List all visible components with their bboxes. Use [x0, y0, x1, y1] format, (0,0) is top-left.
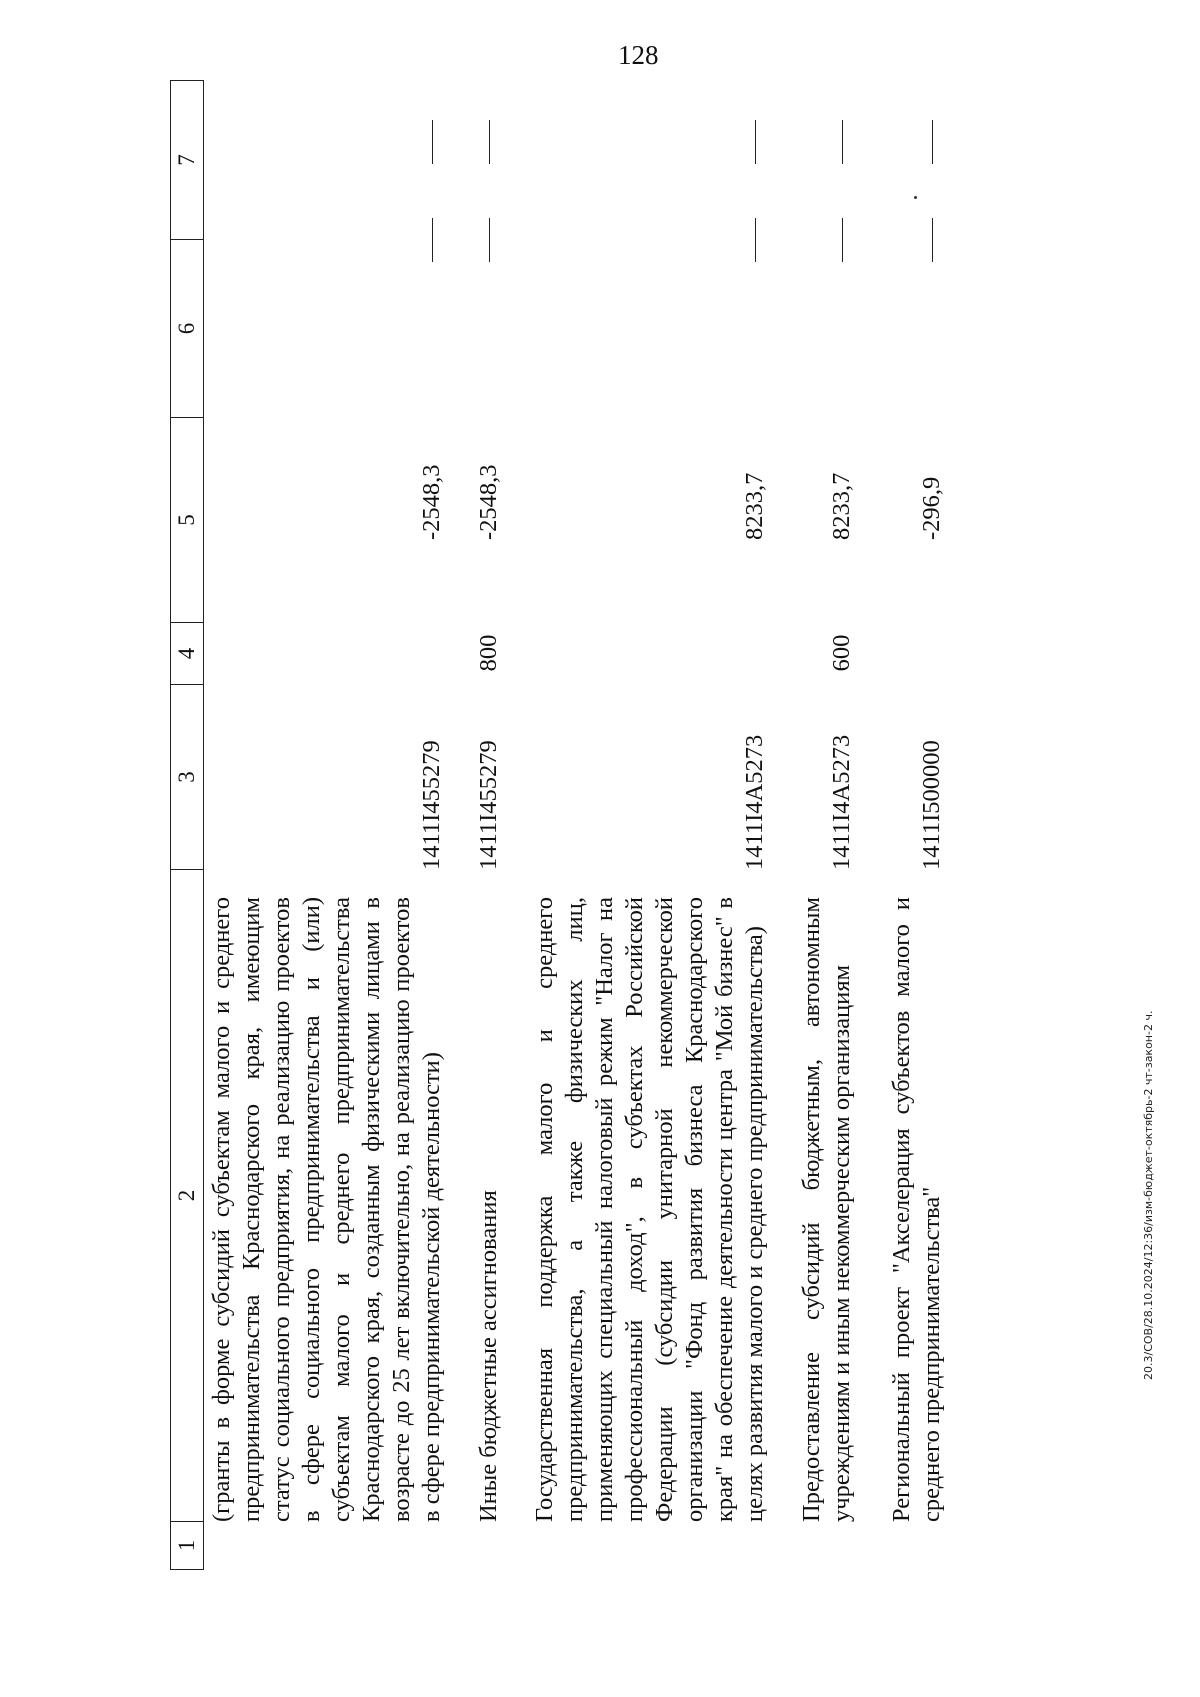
row-col6-dash	[489, 218, 490, 262]
row-amount: 8233,7	[741, 472, 768, 540]
table-header-row	[170, 80, 204, 1570]
row-code: 1411I500000	[918, 740, 945, 870]
row-col7-dash	[489, 120, 490, 164]
row-kvr: 800	[475, 634, 502, 672]
row-code: 1411I4A5273	[828, 734, 855, 870]
header-col-3: 3	[171, 684, 203, 869]
row-description: Иные бюджетные ассигнования	[475, 1190, 502, 1522]
row-code: 1411I455279	[475, 740, 502, 870]
header-col-7: 7	[174, 154, 199, 166]
row-col7-dash	[755, 120, 756, 164]
row-kvr: 600	[828, 634, 855, 672]
footer-stamp: 20.3/СОВ/28.10.2024/12:36/изм-бюджет-октябрь-2 чт-закон-2 ч.	[1142, 1010, 1155, 1380]
row-description: Предоставление субсидий бюджетным, автономным учреждениям и иным некоммерческим организациям	[798, 897, 855, 1522]
rotated-table	[170, 80, 970, 1570]
row-code: 1411I4A5273	[741, 734, 768, 870]
header-col-1: 1	[171, 1521, 203, 1569]
row-amount: -2548,3	[418, 464, 445, 540]
row-amount: -296,9	[918, 476, 945, 540]
page-number: 128	[618, 40, 659, 70]
row-description: Региональный проект "Акселерация субъектов малого и среднего предпринимательства"	[888, 897, 945, 1522]
row-amount: 8233,7	[828, 472, 855, 540]
row-col7-dash	[932, 120, 933, 164]
header-col-2: 2	[171, 869, 203, 1521]
row-col7-dash	[432, 120, 433, 164]
row-col6-dash	[432, 218, 433, 262]
row-col6-dash	[842, 218, 843, 262]
row-description: Государственная поддержка малого и среднего предпринимательства, а также физических лиц, применяющих специальный налоговый режим "Налог на профессиональный доход", в субъектах Российской Федерации (субсидии унитарной некоммерческой организации "Фонд развития бизнеса Краснодарского края" на обеспечение деятельности центра "Мой бизнес" в целях развития малого и среднего предпринимательства)	[531, 897, 768, 1522]
row-description: (гранты в форме субсидий субъектам малого и среднего предпринимательства Краснодарского края, имеющим статус социального предприятия, на реализацию проектов в сфере социального предпринимательства и (или) субъектам малого и среднего предпринимательства Краснодарского края, созданным физическими лицами в возрасте до 25 лет включительно, на реализацию проектов в сфере предпринимательской деятельности)	[208, 897, 445, 1522]
row-col6-dash	[932, 218, 933, 262]
row-col6-dash	[755, 218, 756, 262]
row-code: 1411I455279	[418, 740, 445, 870]
header-col-5: 5	[171, 417, 203, 622]
row-amount: -2548,3	[475, 464, 502, 540]
row-col7-dash	[842, 120, 843, 164]
header-col-6: 6	[171, 239, 203, 417]
header-col-4: 4	[171, 622, 203, 684]
